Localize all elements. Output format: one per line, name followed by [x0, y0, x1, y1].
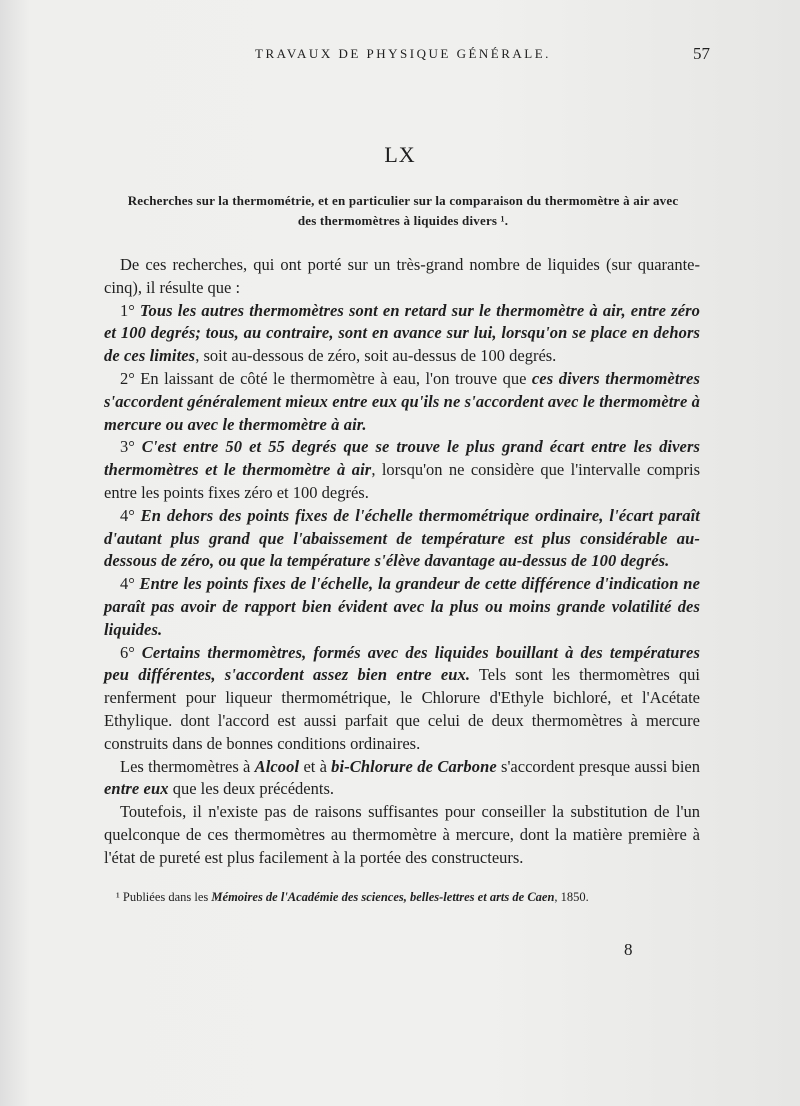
italic-run: C'est entre 50 et 55 degrés que se trouve le plus grand écart entre les divers thermomètres et le thermomètre à air	[104, 437, 700, 480]
italic-run: Alcool	[254, 756, 300, 776]
text-run: , lorsqu'on ne considère que l'intervalle compris entre les points fixes zéro et 100 degrés.	[104, 460, 701, 502]
paragraph	[104, 573, 700, 641]
italic-run: Mémoires de l'Académie des sciences, belles-lettres et arts de Caen	[211, 890, 555, 904]
paragraph	[104, 801, 700, 869]
text-run: Tels sont les thermomètres qui renferment pour liqueur thermométrique, le Chlorure d'Ethyle bichloré, et l'Acétate Ethylique. dont l'accord est aussi parfait que celui de deux thermomètres à mercure construits dans de bonnes conditions ordinaires.	[104, 665, 700, 753]
paragraph	[104, 642, 700, 756]
paragraph	[104, 254, 700, 300]
text-run: 2° En laissant de côté le thermomètre à eau, l'on trouve que	[120, 368, 532, 388]
text-run: 6°	[120, 642, 142, 662]
footnote-mark: ¹	[116, 890, 120, 904]
text-run: 4°	[120, 574, 140, 594]
chapter-number: LX	[384, 142, 416, 167]
text-run: Publiées dans les	[119, 890, 212, 904]
text-run: s'accordent presque aussi bien	[496, 756, 700, 776]
italic-run: En dehors des points fixes de l'échelle thermométrique ordinaire, l'écart paraît d'autant plus grand que l'abaissement de température est plus considérable au-dessous de zéro, ou que la température s'élève davantage au-dessus de 100 degrés.	[104, 505, 700, 571]
text-run: Les thermomètres à	[120, 756, 255, 776]
paragraph	[104, 368, 700, 436]
signature-mark: 8	[624, 940, 633, 959]
text-run: Toutefois, il n'existe pas de raisons suffisantes pour conseiller la substitution de l'un quelconque de ces thermomètres au thermomètre à mercure, dont la matière première à l'état de pureté est plus facilement à la portée des constructeurs.	[104, 802, 700, 867]
running-header	[100, 46, 710, 68]
text-run: 1°	[120, 300, 140, 320]
text-run: , soit au-dessous de zéro, soit au-dessus de 100 degrés.	[195, 346, 557, 366]
text-run: 3°	[120, 437, 142, 457]
footnote	[116, 888, 696, 906]
page-number: 57	[693, 44, 710, 63]
paragraph	[104, 505, 700, 573]
italic-run: ces divers thermomètres s'accordent généralement mieux entre eux qu'ils ne s'accordent avec le thermomètre à mercure ou avec le thermomètre à air.	[104, 368, 700, 434]
body-text	[104, 254, 700, 870]
text-run: , 1850.	[554, 890, 589, 904]
paragraph	[104, 436, 700, 504]
paragraph	[104, 300, 700, 368]
text-run: De ces recherches, qui ont porté sur un très-grand nombre de liquides (sur quarante-cinq), il résulte que :	[104, 255, 700, 297]
italic-run: entre eux	[104, 779, 169, 799]
text-run: 4°	[120, 505, 141, 525]
text-run: que les deux précédents.	[168, 779, 335, 799]
italic-run: bi-Chlorure de Carbone	[331, 756, 497, 776]
paragraph	[104, 756, 700, 802]
chapter-title: Recherches sur la thermométrie, et en particulier sur la comparaison du thermomètre à air avec des thermomètres à liquides divers ¹.	[127, 193, 679, 228]
text-run: et à	[299, 756, 332, 776]
italic-run: Entre les points fixes de l'échelle, la grandeur de cette différence d'indication ne paraît pas avoir de rapport bien évident avec la plus ou moins grande volatilité des liquides.	[104, 574, 700, 639]
running-title: TRAVAUX DE PHYSIQUE GÉNÉRALE.	[255, 46, 551, 61]
italic-run: Tous les autres thermomètres sont en retard sur le thermomètre à air, entre zéro et 100 degrés; tous, au contraire, sont en avance sur lui, lorsqu'on se place en dehors de ces limites	[104, 300, 700, 366]
italic-run: Certains thermomètres, formés avec des liquides bouillant à des températures peu différentes, s'accordent assez bien entre eux.	[104, 642, 700, 685]
